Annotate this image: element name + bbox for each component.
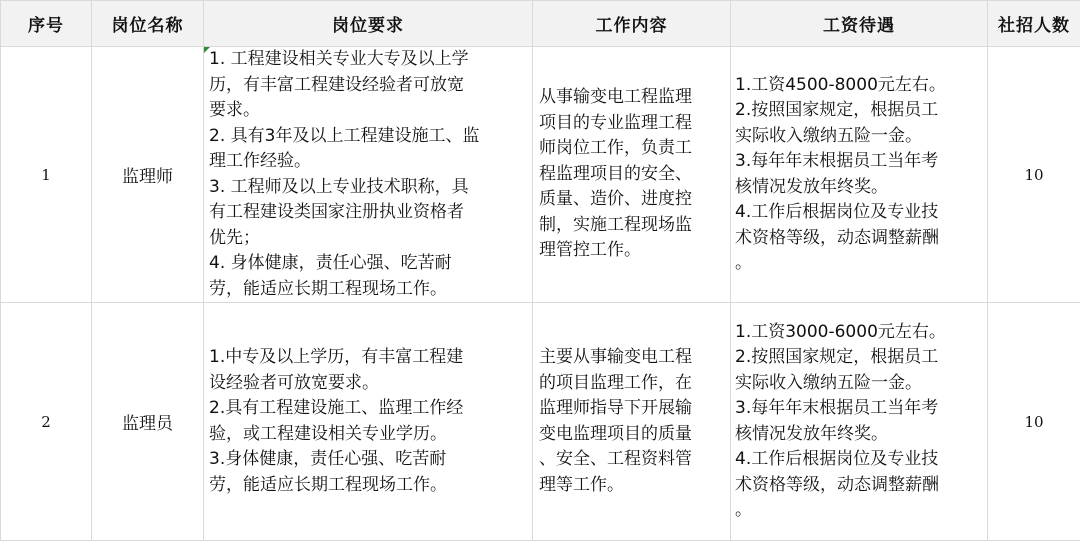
position-name-cell[interactable]: 监理员 xyxy=(92,303,204,541)
position-name-cell[interactable]: 监理师 xyxy=(92,47,204,303)
salary-cell[interactable] xyxy=(731,303,988,541)
table-row xyxy=(1,47,1080,303)
requirements-text: 1. 工程建设相关专业大专及以上学 历，有丰富工程建设经验者可放宽 要求。 2. 具有3年及以上工程建设施工、监 理工作经验。 3. 工程师及以上专业技术职称，具 有工程建设类国家注册执业资格者 优先； 4. 身体健康，责任心强、吃苦耐 劳，能适应长期工程现场工作。 xyxy=(204,47,532,302)
headcount-cell[interactable]: 10 xyxy=(988,47,1080,303)
comment-indicator-icon xyxy=(204,47,210,53)
header-cell-number[interactable]: 序号 xyxy=(1,1,92,47)
salary-text: 1.工资4500-8000元左右。 2.按照国家规定，根据员工 实际收入缴纳五险一金。 3.每年年末根据员工当年考 核情况发放年终奖。 4.工作后根据岗位及专业技 术资格等级，动态调整薪酬 。 xyxy=(731,73,987,277)
job-content-cell[interactable] xyxy=(533,47,731,303)
table-row xyxy=(1,303,1080,541)
header-cell-position[interactable]: 岗位名称 xyxy=(92,1,204,47)
headcount-cell[interactable]: 10 xyxy=(988,303,1080,541)
job-content-text: 从事输变电工程监理 项目的专业监理工程 师岗位工作，负责工 程监理项目的安全、 质量、造价、进度控 制，实施工程现场监 理管控工作。 xyxy=(533,85,730,264)
header-cell-job-content[interactable]: 工作内容 xyxy=(533,1,731,47)
job-content-text: 主要从事输变电工程 的项目监理工作，在 监理师指导下开展输 变电监理项目的质量 、安全、工程资料管 理等工作。 xyxy=(533,345,730,498)
requirements-cell[interactable] xyxy=(204,47,533,303)
row-number-cell[interactable]: 1 xyxy=(1,47,92,303)
header-cell-headcount[interactable]: 社招人数 xyxy=(988,1,1080,47)
salary-text: 1.工资3000-6000元左右。 2.按照国家规定，根据员工 实际收入缴纳五险一金。 3.每年年末根据员工当年考 核情况发放年终奖。 4.工作后根据岗位及专业技 术资格等级，动态调整薪酬 。 xyxy=(731,320,987,524)
header-cell-salary[interactable]: 工资待遇 xyxy=(731,1,988,47)
job-content-cell[interactable] xyxy=(533,303,731,541)
header-cell-requirements[interactable]: 岗位要求 xyxy=(204,1,533,47)
row-number-cell[interactable]: 2 xyxy=(1,303,92,541)
requirements-text: 1.中专及以上学历，有丰富工程建 设经验者可放宽要求。 2.具有工程建设施工、监理工作经 验，或工程建设相关专业学历。 3.身体健康，责任心强、吃苦耐 劳，能适应长期工程现场工作。 xyxy=(204,345,532,498)
header-row xyxy=(1,1,1080,47)
requirements-cell[interactable] xyxy=(204,303,533,541)
salary-cell[interactable] xyxy=(731,47,988,303)
